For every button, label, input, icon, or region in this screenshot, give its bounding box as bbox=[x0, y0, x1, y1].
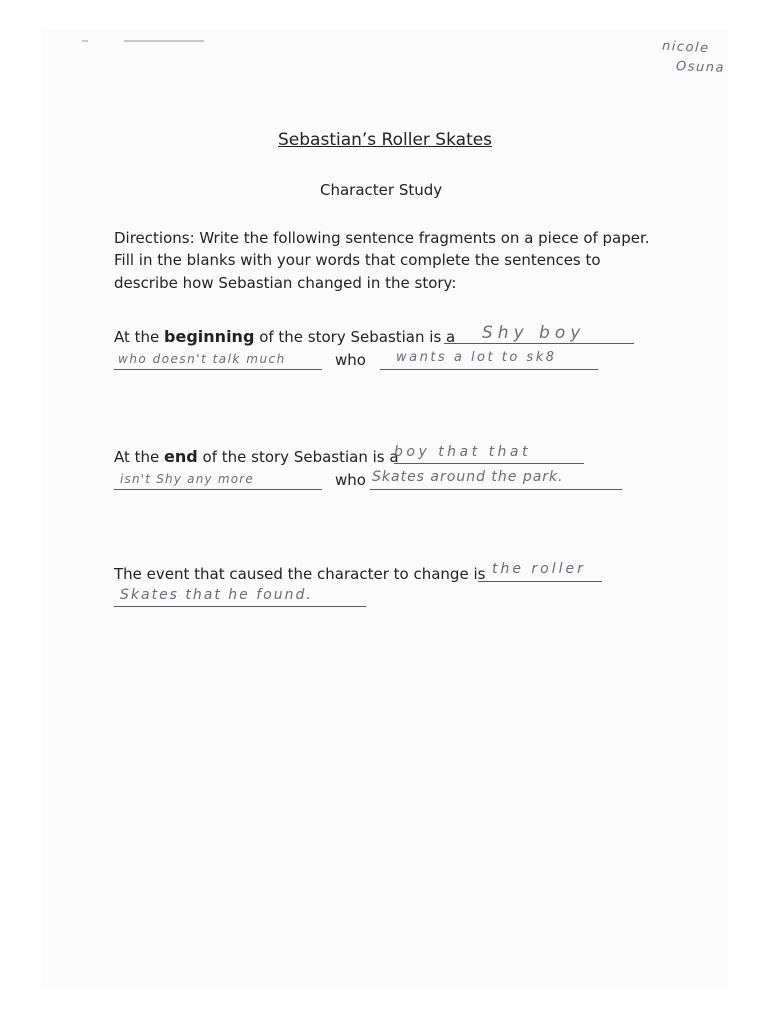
scan-mark bbox=[124, 40, 204, 42]
q2-prefix: At the bbox=[114, 448, 160, 466]
q1-blank-3 bbox=[380, 352, 598, 370]
q3-prompt: The event that caused the character to change is bbox=[114, 565, 486, 583]
q2-blank-2 bbox=[114, 472, 322, 490]
worksheet-subtitle: Character Study bbox=[320, 181, 443, 199]
q2-suffix: of the story Sebastian is a bbox=[202, 448, 399, 466]
q2-prompt bbox=[114, 447, 399, 466]
q1-answer-2: who doesn't talk much bbox=[118, 352, 286, 366]
directions-line-2: Fill in the blanks with your words that complete the sentences to bbox=[114, 251, 601, 269]
q1-prefix: At the bbox=[114, 328, 160, 346]
directions-line-1: Directions: Write the following sentence fragments on a piece of paper. bbox=[114, 229, 650, 247]
q1-prompt bbox=[114, 327, 455, 346]
q1-answer-1: Shy boy bbox=[482, 323, 586, 343]
q1-blank-1 bbox=[444, 323, 634, 344]
q2-answer-2: isn't Shy any more bbox=[120, 472, 254, 486]
q1-blank-2 bbox=[114, 352, 322, 370]
q2-who: who bbox=[335, 471, 366, 489]
student-name-last: Osuna bbox=[675, 59, 726, 76]
q2-blank-3 bbox=[370, 469, 622, 490]
q2-answer-3: Skates around the park. bbox=[372, 469, 564, 485]
directions-line-3: describe how Sebastian changed in the story: bbox=[114, 274, 457, 292]
q3-blank-1 bbox=[478, 561, 602, 582]
q3-blank-2 bbox=[114, 589, 366, 607]
q2-answer-1: boy that that bbox=[394, 444, 531, 460]
q2-bold-word: end bbox=[164, 447, 198, 466]
q1-answer-3: wants a lot to sk8 bbox=[396, 350, 557, 365]
q1-suffix: of the story Sebastian is a bbox=[259, 328, 456, 346]
q1-bold-word: beginning bbox=[164, 327, 255, 346]
scan-mark bbox=[82, 40, 88, 42]
q3-answer-2: Skates that he found. bbox=[120, 587, 313, 603]
q3-answer-1: the roller bbox=[492, 561, 586, 577]
worksheet-title: Sebastian’s Roller Skates bbox=[278, 130, 493, 150]
q2-blank-1 bbox=[394, 446, 584, 464]
q1-who: who bbox=[335, 351, 366, 369]
student-name-first: nicole bbox=[661, 38, 710, 57]
worksheet-page bbox=[42, 30, 728, 988]
